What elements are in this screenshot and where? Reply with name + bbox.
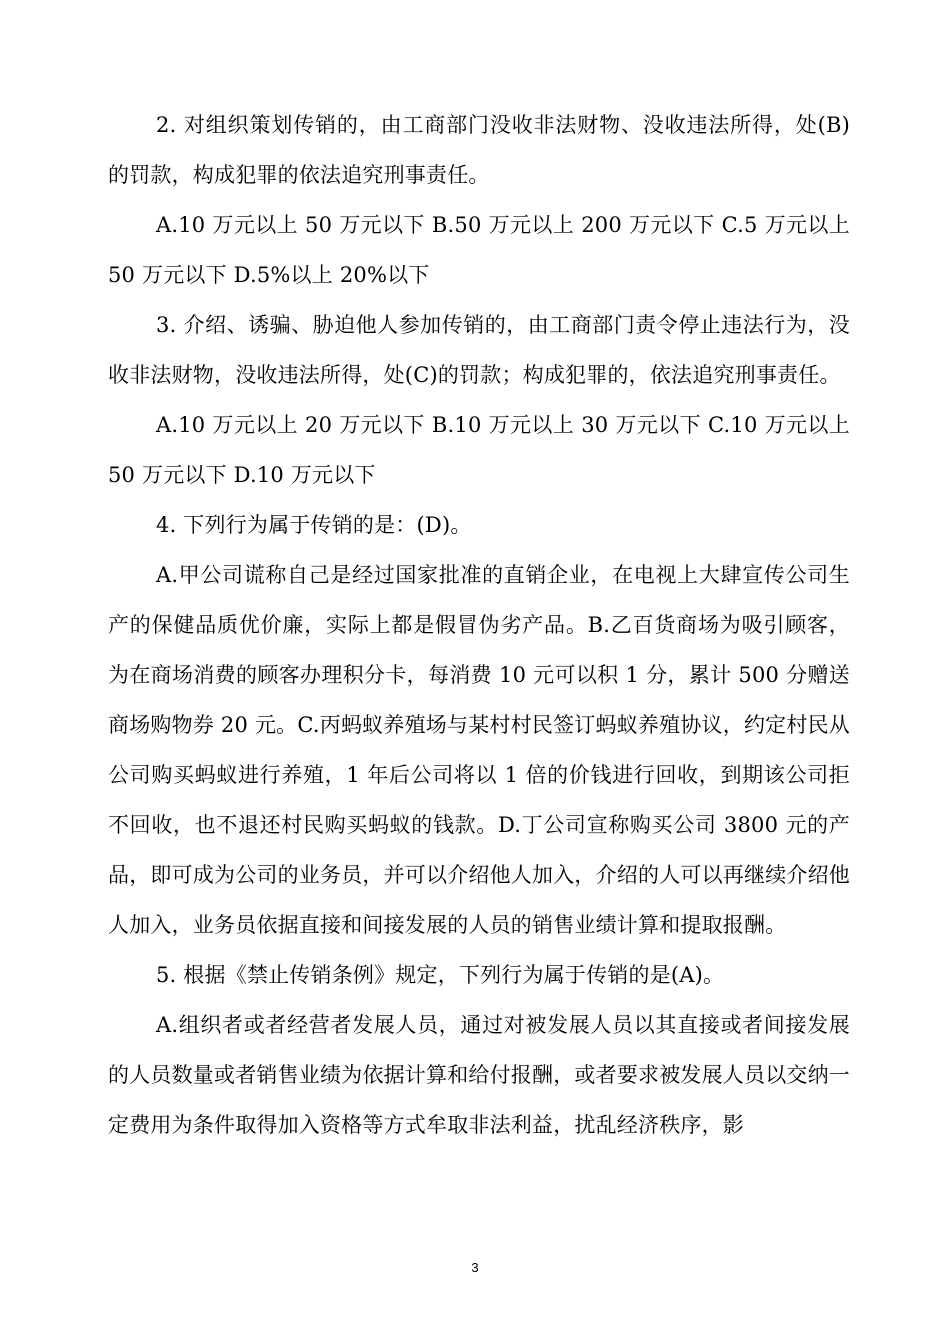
question-3-options: A.10 万元以上 20 万元以下 B.10 万元以上 30 万元以下 C.10 万元以上 50 万元以下 D.10 万元以下 xyxy=(108,413,850,487)
question-2-options: A.10 万元以上 50 万元以下 B.50 万元以上 200 万元以下 C.5 万元以上 50 万元以下 D.5%以上 20%以下 xyxy=(108,213,850,287)
question-5-options: A.组织者或者经营者发展人员，通过对被发展人员以其直接或者间接发展的人员数量或者销售业绩为依据计算和给付报酬，或者要求被发展人员以交纳一定费用为条件取得加入资格等方式牟取非法利益，扰乱经济秩序，影 xyxy=(108,1013,850,1137)
question-2-paragraph: 2. 对组织策划传销的，由工商部门没收非法财物、没收违法所得，处(B)的罚款，构成犯罪的依法追究刑事责任。 xyxy=(108,113,850,187)
question-4-options: A.甲公司谎称自己是经过国家批准的直销企业，在电视上大肆宣传公司生产的保健品质优价廉，实际上都是假冒伪劣产品。B.乙百货商场为吸引顾客，为在商场消费的顾客办理积分卡，每消费 10 元可以积 1 分，累计 500 分赠送商场购物券 20 元。C.丙蚂蚁养殖场与某村村民签订蚂蚁养殖协议，约定村民从公司购买蚂蚁进行养殖，1 年后公司将以 1 倍的价钱进行回收，到期该公司拒不回收，也不退还村民购买蚂蚁的钱款。D.丁公司宣称购买公司 3800 元的产品，即可成为公司的业务员，并可以介绍他人加入，介绍的人可以再继续介绍他人加入，业务员依据直接和间接发展的人员的销售业绩计算和提取报酬。 xyxy=(108,563,850,937)
document-body xyxy=(108,100,850,1150)
page-number: 3 xyxy=(471,1260,479,1275)
question-5-paragraph: 5. 根据《禁止传销条例》规定，下列行为属于传销的是(A)。 xyxy=(156,963,725,987)
question-4-paragraph: 4. 下列行为属于传销的是：(D)。 xyxy=(156,513,472,537)
question-3-paragraph: 3. 介绍、诱骗、胁迫他人参加传销的，由工商部门责令停止违法行为，没收非法财物，没收违法所得，处(C)的罚款；构成犯罪的，依法追究刑事责任。 xyxy=(108,313,850,387)
